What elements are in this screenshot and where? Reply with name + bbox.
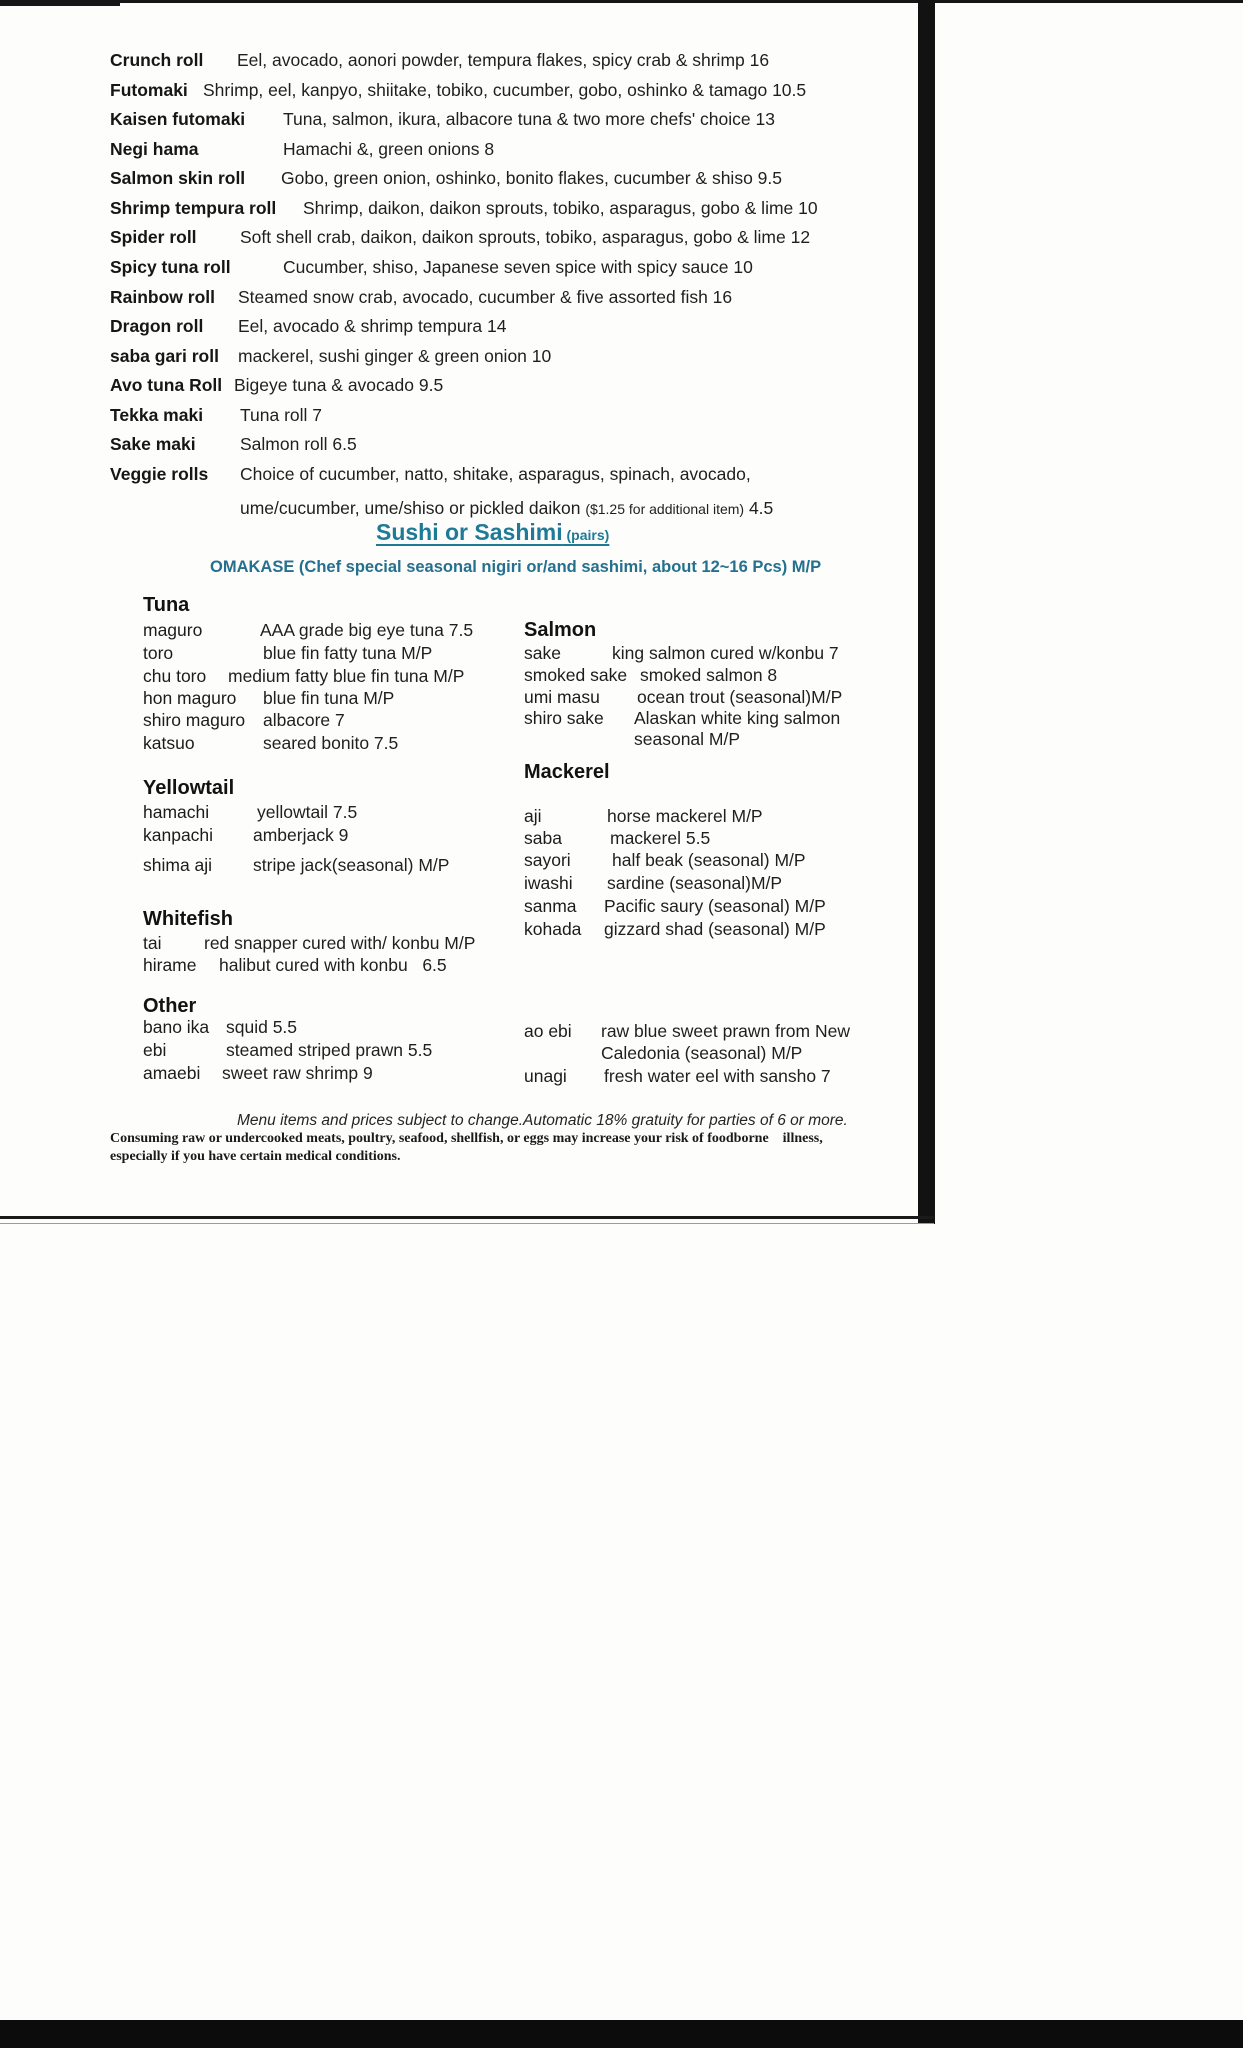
item-name: sake [524, 643, 561, 663]
item-desc: Pacific saury (seasonal) M/P [604, 896, 826, 916]
item-desc: seared bonito 7.5 [263, 733, 399, 753]
item-desc: AAA grade big eye tuna 7.5 [260, 620, 474, 640]
item-name: toro [143, 643, 174, 663]
scan-rule-dark [0, 1216, 934, 1219]
item-name: shiro sake [524, 708, 604, 728]
item-name: ebi [143, 1040, 167, 1060]
item-desc: raw blue sweet prawn from New [601, 1021, 850, 1041]
roll-name: Salmon skin roll [110, 168, 246, 188]
footer-warning-line2: especially if you have certain medical conditions. [110, 1149, 401, 1164]
roll-name: Spider roll [110, 227, 197, 247]
omakase-note: OMAKASE (Chef special seasonal nigiri or/and sashimi, about 12~16 Pcs) M/P [210, 558, 822, 576]
roll-name: Avo tuna Roll [110, 375, 223, 395]
section-salmon-title: Salmon [524, 619, 597, 641]
scan-edge-bottom [0, 2020, 1243, 2048]
item-name: kanpachi [143, 825, 214, 845]
item-desc: mackerel 5.5 [610, 828, 711, 848]
item-name: ao ebi [524, 1021, 572, 1041]
item-desc: smoked salmon 8 [640, 665, 778, 685]
item-name: tai [143, 933, 162, 953]
roll-desc: Choice of cucumber, natto, shitake, asparagus, spinach, avocado, [240, 464, 751, 484]
item-desc: blue fin tuna M/P [263, 688, 395, 708]
scan-rule-light [0, 1223, 934, 1224]
roll-desc: Hamachi &, green onions 8 [283, 139, 495, 159]
item-desc: ocean trout (seasonal)M/P [637, 687, 843, 707]
item-desc: red snapper cured with/ konbu M/P [204, 933, 476, 953]
item-name: smoked sake [524, 665, 628, 685]
item-name: chu toro [143, 666, 207, 686]
roll-name: Dragon roll [110, 316, 204, 336]
item-name: katsuo [143, 733, 195, 753]
roll-desc: Shrimp, daikon, daikon sprouts, tobiko, asparagus, gobo & lime 10 [303, 198, 818, 218]
item-desc: blue fin fatty tuna M/P [263, 643, 433, 663]
item-name: sanma [524, 896, 577, 916]
roll-name: Veggie rolls [110, 464, 209, 484]
item-desc: stripe jack(seasonal) M/P [253, 855, 450, 875]
roll-name: Tekka maki [110, 405, 204, 425]
item-name: iwashi [524, 873, 573, 893]
item-desc: yellowtail 7.5 [257, 802, 358, 822]
item-desc: horse mackerel M/P [607, 806, 763, 826]
roll-name: Futomaki [110, 80, 188, 100]
roll-name: Shrimp tempura roll [110, 198, 277, 218]
item-name: sayori [524, 850, 571, 870]
item-desc: halibut cured with konbu 6.5 [219, 955, 447, 975]
sushi-sashimi-heading [376, 519, 609, 546]
item-desc: amberjack 9 [253, 825, 349, 845]
roll-name: Sake maki [110, 434, 196, 454]
roll-desc-note: ($1.25 for additional item) [585, 501, 745, 517]
roll-desc: Gobo, green onion, oshinko, bonito flakes, cucumber & shiso 9.5 [281, 168, 782, 188]
scan-edge-right [918, 0, 935, 1224]
heading-pairs-suffix: (pairs) [562, 527, 610, 543]
item-desc: sweet raw shrimp 9 [222, 1063, 373, 1083]
item-desc: medium fatty blue fin tuna M/P [228, 666, 465, 686]
item-name: hon maguro [143, 688, 237, 708]
heading-title: Sushi or Sashimi [376, 519, 563, 545]
roll-desc: mackerel, sushi ginger & green onion 10 [238, 346, 552, 366]
roll-desc: Tuna roll 7 [240, 405, 323, 425]
section-yellowtail-title: Yellowtail [143, 777, 235, 799]
section-tuna-title: Tuna [143, 594, 190, 616]
item-name: hirame [143, 955, 197, 975]
item-desc: sardine (seasonal)M/P [607, 873, 783, 893]
section-other-title: Other [143, 995, 197, 1017]
footer-note: Menu items and prices subject to change.Automatic 18% gratuity for parties of 6 or more. [237, 1112, 848, 1129]
roll-desc: Eel, avocado, aonori powder, tempura flakes, spicy crab & shrimp 16 [237, 50, 770, 70]
roll-desc: Eel, avocado & shrimp tempura 14 [238, 316, 507, 336]
item-desc-line2: seasonal M/P [634, 729, 741, 749]
item-name: unagi [524, 1066, 567, 1086]
item-name: maguro [143, 620, 203, 640]
roll-name: Kaisen futomaki [110, 109, 246, 129]
roll-desc: Shrimp, eel, kanpyo, shiitake, tobiko, cucumber, gobo, oshinko & tamago 10.5 [203, 80, 807, 100]
section-whitefish-title: Whitefish [143, 908, 233, 930]
item-name: hamachi [143, 802, 210, 822]
item-desc: steamed striped prawn 5.5 [226, 1040, 433, 1060]
roll-name: Spicy tuna roll [110, 257, 231, 277]
roll-name: Negi hama [110, 139, 199, 159]
item-desc: albacore 7 [263, 710, 345, 730]
item-name: bano ika [143, 1017, 210, 1037]
roll-name: Crunch roll [110, 50, 204, 70]
roll-desc: Soft shell crab, daikon, daikon sprouts, tobiko, asparagus, gobo & lime 12 [240, 227, 811, 247]
roll-desc: Cucumber, shiso, Japanese seven spice with spicy sauce 10 [283, 257, 753, 277]
roll-desc: ume/cucumber, ume/shiso or pickled daikon [240, 498, 586, 518]
item-desc: half beak (seasonal) M/P [612, 850, 806, 870]
item-name: saba [524, 828, 562, 848]
item-desc: fresh water eel with sansho 7 [604, 1066, 831, 1086]
item-desc: king salmon cured w/konbu 7 [612, 643, 839, 663]
roll-desc-line2 [240, 498, 773, 519]
roll-desc: Tuna, salmon, ikura, albacore tuna & two more chefs' choice 13 [283, 109, 775, 129]
item-name: shiro maguro [143, 710, 246, 730]
item-name: aji [524, 806, 542, 826]
scan-edge-top [0, 0, 1243, 3]
roll-desc: Bigeye tuna & avocado 9.5 [234, 375, 444, 395]
item-desc: Alaskan white king salmon [634, 708, 841, 728]
footer-warning-line1: Consuming raw or undercooked meats, poultry, seafood, shellfish, or eggs may increase your risk of foodborne illness, [110, 1131, 823, 1146]
roll-desc-price: 4.5 [744, 498, 774, 518]
roll-name: Rainbow roll [110, 287, 215, 307]
section-mackerel-title: Mackerel [524, 761, 610, 783]
item-name: umi masu [524, 687, 600, 707]
item-name: amaebi [143, 1063, 201, 1083]
item-desc-line2: Caledonia (seasonal) M/P [601, 1043, 803, 1063]
item-desc: squid 5.5 [226, 1017, 298, 1037]
item-name: kohada [524, 919, 582, 939]
scan-edge-top-left [0, 0, 120, 6]
item-desc: gizzard shad (seasonal) M/P [604, 919, 826, 939]
roll-desc: Salmon roll 6.5 [240, 434, 357, 454]
roll-desc: Steamed snow crab, avocado, cucumber & five assorted fish 16 [238, 287, 733, 307]
roll-name: saba gari roll [110, 346, 219, 366]
item-name: shima aji [143, 855, 213, 875]
